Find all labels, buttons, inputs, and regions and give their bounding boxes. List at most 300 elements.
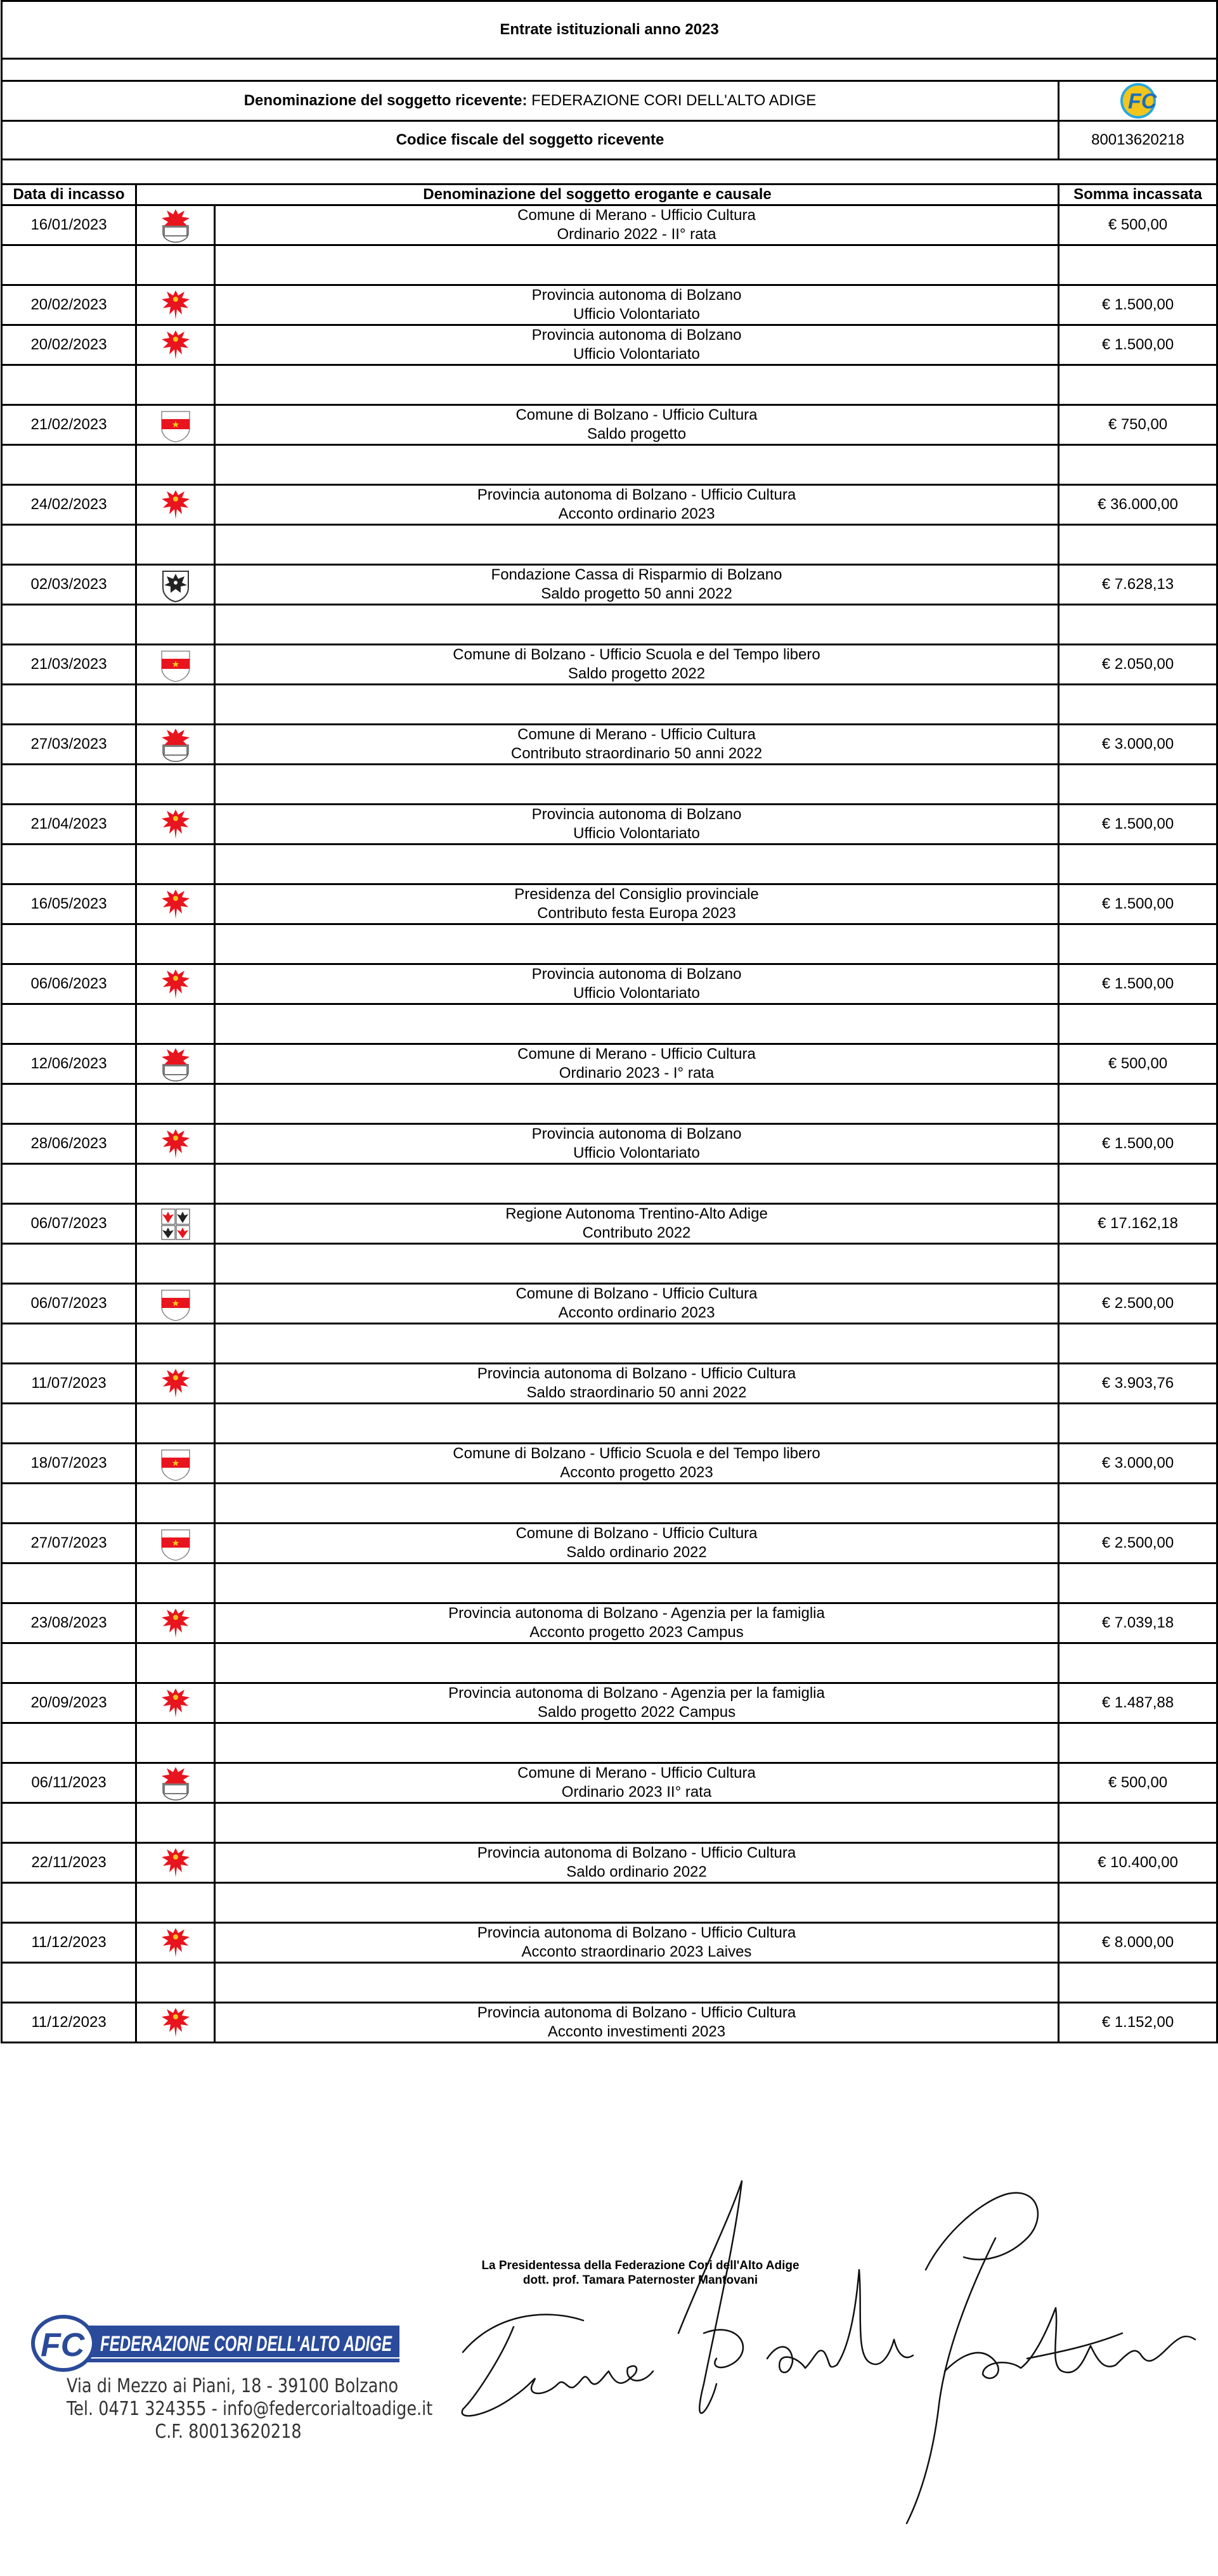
table-row <box>2 1124 1217 1164</box>
row-crest <box>136 1683 215 1723</box>
blank-cell <box>215 1164 1059 1204</box>
blank-cell <box>2 765 136 805</box>
table-row <box>2 285 1217 325</box>
row-reason: Ufficio Volontariato <box>573 825 700 842</box>
blank-cell <box>1059 1963 1217 2003</box>
row-amount: € 36.000,00 <box>1059 485 1217 525</box>
provincia-crest-icon <box>137 1924 214 1961</box>
row-date: 16/05/2023 <box>2 884 136 924</box>
row-amount: € 1.500,00 <box>1059 325 1217 365</box>
blank-cell <box>2 1084 136 1124</box>
provincia-crest-icon <box>137 1125 214 1162</box>
row-amount: € 500,00 <box>1059 1763 1217 1803</box>
row-date: 11/12/2023 <box>2 2003 136 2043</box>
bolzano-crest-icon <box>137 406 214 443</box>
blank-cell <box>2 245 136 285</box>
row-crest <box>136 1923 215 1963</box>
row-description <box>215 1204 1059 1244</box>
row-payer: Comune di Bolzano - Ufficio Scuola e del Tempo libero <box>453 1445 820 1462</box>
blank-cell <box>2 1004 136 1044</box>
row-reason: Ordinario 2023 II° rata <box>561 1783 712 1801</box>
provincia-crest-icon <box>137 886 214 922</box>
row-description <box>215 725 1059 765</box>
blank-cell <box>1059 1723 1217 1763</box>
blank-cell <box>2 605 136 645</box>
blank-cell <box>1059 1563 1217 1603</box>
row-description <box>215 1923 1059 1963</box>
row-amount: € 3.903,76 <box>1059 1364 1217 1404</box>
row-payer: Provincia autonoma di Bolzano - Ufficio Cultura <box>477 1844 796 1861</box>
blank-table-row <box>2 605 1217 645</box>
row-crest <box>136 725 215 765</box>
provincia-crest-icon <box>137 486 214 523</box>
row-description <box>215 1044 1059 1084</box>
row-crest <box>136 1364 215 1404</box>
blank-cell <box>215 1563 1059 1603</box>
table-row <box>2 1204 1217 1244</box>
blank-cell <box>2 845 136 884</box>
row-reason: Saldo progetto <box>586 425 687 443</box>
row-date: 20/09/2023 <box>2 1683 136 1723</box>
row-payer: Provincia autonoma di Bolzano - Ufficio Cultura <box>477 1365 796 1382</box>
row-reason: Saldo progetto 2022 Campus <box>537 1704 736 1721</box>
row-amount: € 750,00 <box>1059 405 1217 445</box>
blank-cell <box>2 685 136 725</box>
stamp-contacts: Tel. 0471 324355 - info@federcorialtoadige.it <box>67 2398 433 2420</box>
table-row <box>2 1284 1217 1324</box>
blank-cell <box>136 765 215 805</box>
row-description <box>215 325 1059 365</box>
blank-cell <box>215 765 1059 805</box>
document-title: Entrate istituzionali anno 2023 <box>2 1 1217 59</box>
row-date: 12/06/2023 <box>2 1044 136 1084</box>
bolzano-crest-icon <box>137 1445 214 1482</box>
table-row <box>2 1444 1217 1484</box>
blank-cell <box>215 1963 1059 2003</box>
row-payer: Fondazione Cassa di Risparmio di Bolzano <box>491 566 782 583</box>
blank-cell <box>136 1324 215 1364</box>
table-row <box>2 1603 1217 1643</box>
blank-table-row <box>2 765 1217 805</box>
row-amount: € 3.000,00 <box>1059 725 1217 765</box>
row-payer: Provincia autonoma di Bolzano - Agenzia per la famiglia <box>448 1685 825 1702</box>
blank-cell <box>1059 525 1217 565</box>
row-date: 06/07/2023 <box>2 1204 136 1244</box>
provincia-crest-icon <box>137 1365 214 1402</box>
row-payer: Comune di Bolzano - Ufficio Cultura <box>515 1525 758 1542</box>
blank-cell <box>136 1563 215 1603</box>
blank-table-row <box>2 525 1217 565</box>
row-crest <box>136 964 215 1004</box>
blank-cell <box>1059 1643 1217 1683</box>
row-crest <box>136 565 215 605</box>
row-description <box>215 1763 1059 1803</box>
blank-cell <box>1059 445 1217 485</box>
table-row <box>2 565 1217 605</box>
table-row <box>2 1843 1217 1883</box>
row-description <box>215 2003 1059 2043</box>
blank-cell <box>1059 365 1217 405</box>
blank-cell <box>2 1484 136 1524</box>
row-reason: Ufficio Volontariato <box>573 346 700 363</box>
row-description <box>215 1284 1059 1324</box>
svg-text:FC: FC <box>1127 89 1156 113</box>
row-amount: € 1.152,00 <box>1059 2003 1217 2043</box>
federation-stamp <box>25 2314 433 2466</box>
row-crest <box>136 2003 215 2043</box>
row-crest <box>136 205 215 245</box>
provincia-crest-icon <box>137 966 214 1002</box>
row-payer: Provincia autonoma di Bolzano <box>531 287 742 304</box>
provincia-crest-icon <box>137 806 214 843</box>
blank-table-row <box>2 1084 1217 1124</box>
provincia-crest-icon <box>137 1844 214 1881</box>
blank-cell <box>215 1803 1059 1843</box>
row-crest <box>136 645 215 685</box>
row-description <box>215 1524 1059 1563</box>
row-payer: Provincia autonoma di Bolzano <box>531 806 742 823</box>
tax-code-value: 80013620218 <box>1059 121 1217 160</box>
blank-cell <box>136 245 215 285</box>
row-date: 27/07/2023 <box>2 1524 136 1563</box>
row-amount: € 1.500,00 <box>1059 285 1217 325</box>
row-description <box>215 964 1059 1004</box>
stamp-details <box>38 2375 433 2443</box>
blank-cell <box>136 1643 215 1683</box>
row-crest <box>136 1603 215 1643</box>
blank-cell <box>136 685 215 725</box>
row-payer: Provincia autonoma di Bolzano <box>531 327 742 344</box>
blank-cell <box>215 1244 1059 1284</box>
row-payer: Comune di Bolzano - Ufficio Cultura <box>515 406 758 424</box>
row-amount: € 1.500,00 <box>1059 884 1217 924</box>
blank-cell <box>1059 765 1217 805</box>
blank-cell <box>1059 605 1217 645</box>
row-payer: Comune di Bolzano - Ufficio Scuola e del Tempo libero <box>453 646 820 663</box>
stamp-tax-code: C.F. 80013620218 <box>155 2421 302 2443</box>
blank-cell <box>136 1164 215 1204</box>
stamp-address: Via di Mezzo ai Piani, 18 - 39100 Bolzano <box>67 2375 399 2397</box>
merano-crest-icon <box>137 207 214 243</box>
fondazione-crest-icon <box>137 566 214 603</box>
blank-table-row <box>2 845 1217 884</box>
row-crest <box>136 805 215 845</box>
blank-cell <box>2 1723 136 1763</box>
table-row <box>2 1683 1217 1723</box>
row-crest <box>136 1843 215 1883</box>
bolzano-crest-icon <box>137 646 214 683</box>
row-description <box>215 884 1059 924</box>
blank-table-row <box>2 1484 1217 1524</box>
row-reason: Saldo progetto 2022 <box>567 665 706 682</box>
blank-cell <box>215 685 1059 725</box>
row-description <box>215 805 1059 845</box>
blank-table-row <box>2 1164 1217 1204</box>
table-row <box>2 725 1217 765</box>
row-reason: Saldo progetto 50 anni 2022 <box>541 585 732 602</box>
row-reason: Saldo straordinario 50 anni 2022 <box>526 1384 747 1401</box>
blank-table-row <box>2 1404 1217 1444</box>
blank-cell <box>215 924 1059 964</box>
blank-cell <box>136 1404 215 1444</box>
row-payer: Comune di Merano - Ufficio Cultura <box>517 726 756 743</box>
blank-table-row <box>2 245 1217 285</box>
blank-table-row <box>2 1963 1217 2003</box>
row-payer: Provincia autonoma di Bolzano - Ufficio Cultura <box>477 486 796 503</box>
row-crest <box>136 405 215 445</box>
blank-table-row <box>2 1803 1217 1843</box>
row-payer: Regione Autonoma Trentino-Alto Adige <box>505 1205 768 1222</box>
revenue-table <box>1 0 1218 2043</box>
blank-cell <box>1059 1164 1217 1204</box>
svg-text:FC: FC <box>41 2327 85 2364</box>
blank-cell <box>136 365 215 405</box>
blank-cell <box>215 1004 1059 1044</box>
row-amount: € 1.500,00 <box>1059 805 1217 845</box>
row-description <box>215 565 1059 605</box>
regione-crest-icon <box>137 1205 214 1242</box>
row-description <box>215 1124 1059 1164</box>
row-date: 06/11/2023 <box>2 1763 136 1803</box>
table-row <box>2 205 1217 245</box>
row-reason: Saldo ordinario 2022 <box>566 1544 707 1561</box>
blank-cell <box>1059 924 1217 964</box>
provincia-crest-icon <box>137 2004 214 2041</box>
row-amount: € 500,00 <box>1059 1044 1217 1084</box>
blank-cell <box>1059 1004 1217 1044</box>
row-amount: € 10.400,00 <box>1059 1843 1217 1883</box>
row-date: 18/07/2023 <box>2 1444 136 1484</box>
table-row <box>2 1524 1217 1563</box>
row-crest <box>136 1444 215 1484</box>
row-amount: € 2.050,00 <box>1059 645 1217 685</box>
president-name: dott. prof. Tamara Paternoster Mantovani <box>522 2274 758 2287</box>
blank-table-row <box>2 1723 1217 1763</box>
blank-cell <box>215 1404 1059 1444</box>
row-date: 02/03/2023 <box>2 565 136 605</box>
row-reason: Contributo straordinario 50 anni 2022 <box>510 745 763 762</box>
blank-cell <box>2 1883 136 1923</box>
blank-cell <box>2 445 136 485</box>
blank-cell <box>2 1164 136 1204</box>
table-row <box>2 1763 1217 1803</box>
blank-cell <box>215 445 1059 485</box>
bolzano-crest-icon <box>137 1285 214 1322</box>
table-row <box>2 485 1217 525</box>
blank-cell <box>136 1004 215 1044</box>
row-payer: Provincia autonoma di Bolzano <box>531 1125 742 1142</box>
row-date: 22/11/2023 <box>2 1843 136 1883</box>
table-row <box>2 325 1217 365</box>
table-row <box>2 1923 1217 1963</box>
row-date: 20/02/2023 <box>2 285 136 325</box>
blank-table-row <box>2 1324 1217 1364</box>
blank-cell <box>1059 845 1217 884</box>
row-amount: € 8.000,00 <box>1059 1923 1217 1963</box>
row-amount: € 3.000,00 <box>1059 1444 1217 1484</box>
blank-cell <box>136 605 215 645</box>
blank-cell <box>136 1723 215 1763</box>
row-amount: € 7.628,13 <box>1059 565 1217 605</box>
table-row <box>2 645 1217 685</box>
merano-crest-icon <box>137 1764 214 1801</box>
row-reason: Ordinario 2023 - I° rata <box>559 1065 715 1082</box>
blank-cell <box>136 1244 215 1284</box>
row-payer: Provincia autonoma di Bolzano - Ufficio Cultura <box>477 1924 796 1941</box>
blank-cell <box>215 1484 1059 1524</box>
row-amount: € 17.162,18 <box>1059 1204 1217 1244</box>
table-row <box>2 1044 1217 1084</box>
row-payer: Provincia autonoma di Bolzano - Agenzia per la famiglia <box>448 1605 825 1622</box>
table-row <box>2 805 1217 845</box>
table-row <box>2 2003 1217 2043</box>
row-amount: € 1.487,88 <box>1059 1683 1217 1723</box>
row-reason: Ordinario 2022 - II° rata <box>557 226 716 243</box>
row-crest <box>136 884 215 924</box>
row-amount: € 500,00 <box>1059 205 1217 245</box>
table-row <box>2 964 1217 1004</box>
row-payer: Provincia autonoma di Bolzano - Ufficio Cultura <box>477 2004 796 2021</box>
blank-cell <box>1059 1883 1217 1923</box>
row-amount: € 1.500,00 <box>1059 964 1217 1004</box>
blank-cell <box>1059 1084 1217 1124</box>
row-payer: Comune di Merano - Ufficio Cultura <box>517 207 756 224</box>
column-header-amount: Somma incassata <box>1059 184 1217 205</box>
row-amount: € 2.500,00 <box>1059 1284 1217 1324</box>
table-row <box>2 405 1217 445</box>
blank-cell <box>1059 245 1217 285</box>
blank-cell <box>215 1324 1059 1364</box>
blank-table-row <box>2 1004 1217 1044</box>
blank-cell <box>136 1084 215 1124</box>
row-amount: € 1.500,00 <box>1059 1124 1217 1164</box>
blank-cell <box>2 525 136 565</box>
blank-cell <box>215 245 1059 285</box>
row-date: 24/02/2023 <box>2 485 136 525</box>
blank-table-row <box>2 924 1217 964</box>
blank-row <box>2 160 1217 184</box>
blank-cell <box>136 525 215 565</box>
row-reason: Saldo ordinario 2022 <box>566 1863 707 1880</box>
row-date: 27/03/2023 <box>2 725 136 765</box>
column-header-row <box>2 184 1217 205</box>
provincia-crest-icon <box>137 1605 214 1641</box>
row-description <box>215 1683 1059 1723</box>
row-payer: Comune di Merano - Ufficio Cultura <box>517 1764 756 1782</box>
row-payer: Comune di Bolzano - Ufficio Cultura <box>515 1285 758 1302</box>
blank-cell <box>2 1643 136 1683</box>
blank-cell <box>2 1404 136 1444</box>
row-crest <box>136 1044 215 1084</box>
table-row <box>2 884 1217 924</box>
row-description <box>215 1364 1059 1404</box>
row-crest <box>136 1204 215 1244</box>
row-crest <box>136 1524 215 1563</box>
blank-cell <box>1059 1244 1217 1284</box>
row-amount: € 2.500,00 <box>1059 1524 1217 1563</box>
row-description <box>215 285 1059 325</box>
blank-cell <box>215 1883 1059 1923</box>
blank-row <box>2 59 1217 81</box>
blank-cell <box>2 1563 136 1603</box>
row-crest <box>136 1763 215 1803</box>
row-date: 28/06/2023 <box>2 1124 136 1164</box>
blank-cell <box>136 845 215 884</box>
blank-table-row <box>2 1244 1217 1284</box>
blank-cell <box>215 525 1059 565</box>
blank-cell <box>215 845 1059 884</box>
federation-stamp-logo <box>25 2314 406 2371</box>
column-header-date: Data di incasso <box>2 184 136 205</box>
table-row <box>2 1364 1217 1404</box>
blank-cell <box>136 1484 215 1524</box>
row-date: 23/08/2023 <box>2 1603 136 1643</box>
row-date: 11/07/2023 <box>2 1364 136 1404</box>
tax-code-label: Codice fiscale del soggetto ricevente <box>2 121 1059 160</box>
row-crest <box>136 285 215 325</box>
merano-crest-icon <box>137 726 214 763</box>
provincia-crest-icon <box>137 287 214 323</box>
provincia-crest-icon <box>137 1685 214 1721</box>
blank-table-row <box>2 1563 1217 1603</box>
row-description <box>215 485 1059 525</box>
blank-cell <box>2 1244 136 1284</box>
blank-cell <box>2 1803 136 1843</box>
row-crest <box>136 485 215 525</box>
blank-cell <box>136 1963 215 2003</box>
row-amount: € 7.039,18 <box>1059 1603 1217 1643</box>
row-date: 16/01/2023 <box>2 205 136 245</box>
row-crest <box>136 325 215 365</box>
blank-cell <box>2 1324 136 1364</box>
recipient-row <box>2 81 1059 121</box>
blank-cell <box>136 1883 215 1923</box>
row-payer: Comune di Merano - Ufficio Cultura <box>517 1045 756 1063</box>
row-reason: Acconto ordinario 2023 <box>558 1304 715 1321</box>
row-payer: Presidenza del Consiglio provinciale <box>514 886 759 903</box>
stamp-name: FEDERAZIONE CORI DELL'ALTO ADIGE <box>100 2332 392 2356</box>
president-signature-block <box>399 2258 881 2288</box>
blank-cell <box>215 365 1059 405</box>
blank-table-row <box>2 685 1217 725</box>
row-reason: Ufficio Volontariato <box>573 306 700 323</box>
row-reason: Ufficio Volontariato <box>573 985 700 1002</box>
blank-cell <box>215 1084 1059 1124</box>
row-description <box>215 645 1059 685</box>
blank-cell <box>1059 1324 1217 1364</box>
column-header-description: Denominazione del soggetto erogante e causale <box>136 184 1059 205</box>
row-description <box>215 1603 1059 1643</box>
blank-table-row <box>2 1883 1217 1923</box>
row-reason: Acconto progetto 2023 <box>560 1464 713 1481</box>
row-date: 06/06/2023 <box>2 964 136 1004</box>
row-reason: Ufficio Volontariato <box>573 1144 700 1162</box>
blank-cell <box>215 1643 1059 1683</box>
bolzano-crest-icon <box>137 1525 214 1562</box>
row-description <box>215 405 1059 445</box>
row-date: 21/04/2023 <box>2 805 136 845</box>
row-reason: Acconto progetto 2023 Campus <box>529 1624 744 1641</box>
blank-cell <box>136 1803 215 1843</box>
row-date: 21/02/2023 <box>2 405 136 445</box>
row-reason: Acconto investimenti 2023 <box>547 2023 726 2040</box>
blank-cell <box>215 605 1059 645</box>
blank-table-row <box>2 1643 1217 1683</box>
row-description <box>215 205 1059 245</box>
blank-cell <box>2 1963 136 2003</box>
merano-crest-icon <box>137 1045 214 1082</box>
president-title: La Presidentessa della Federazione Cori dell'Alto Adige <box>481 2259 800 2272</box>
